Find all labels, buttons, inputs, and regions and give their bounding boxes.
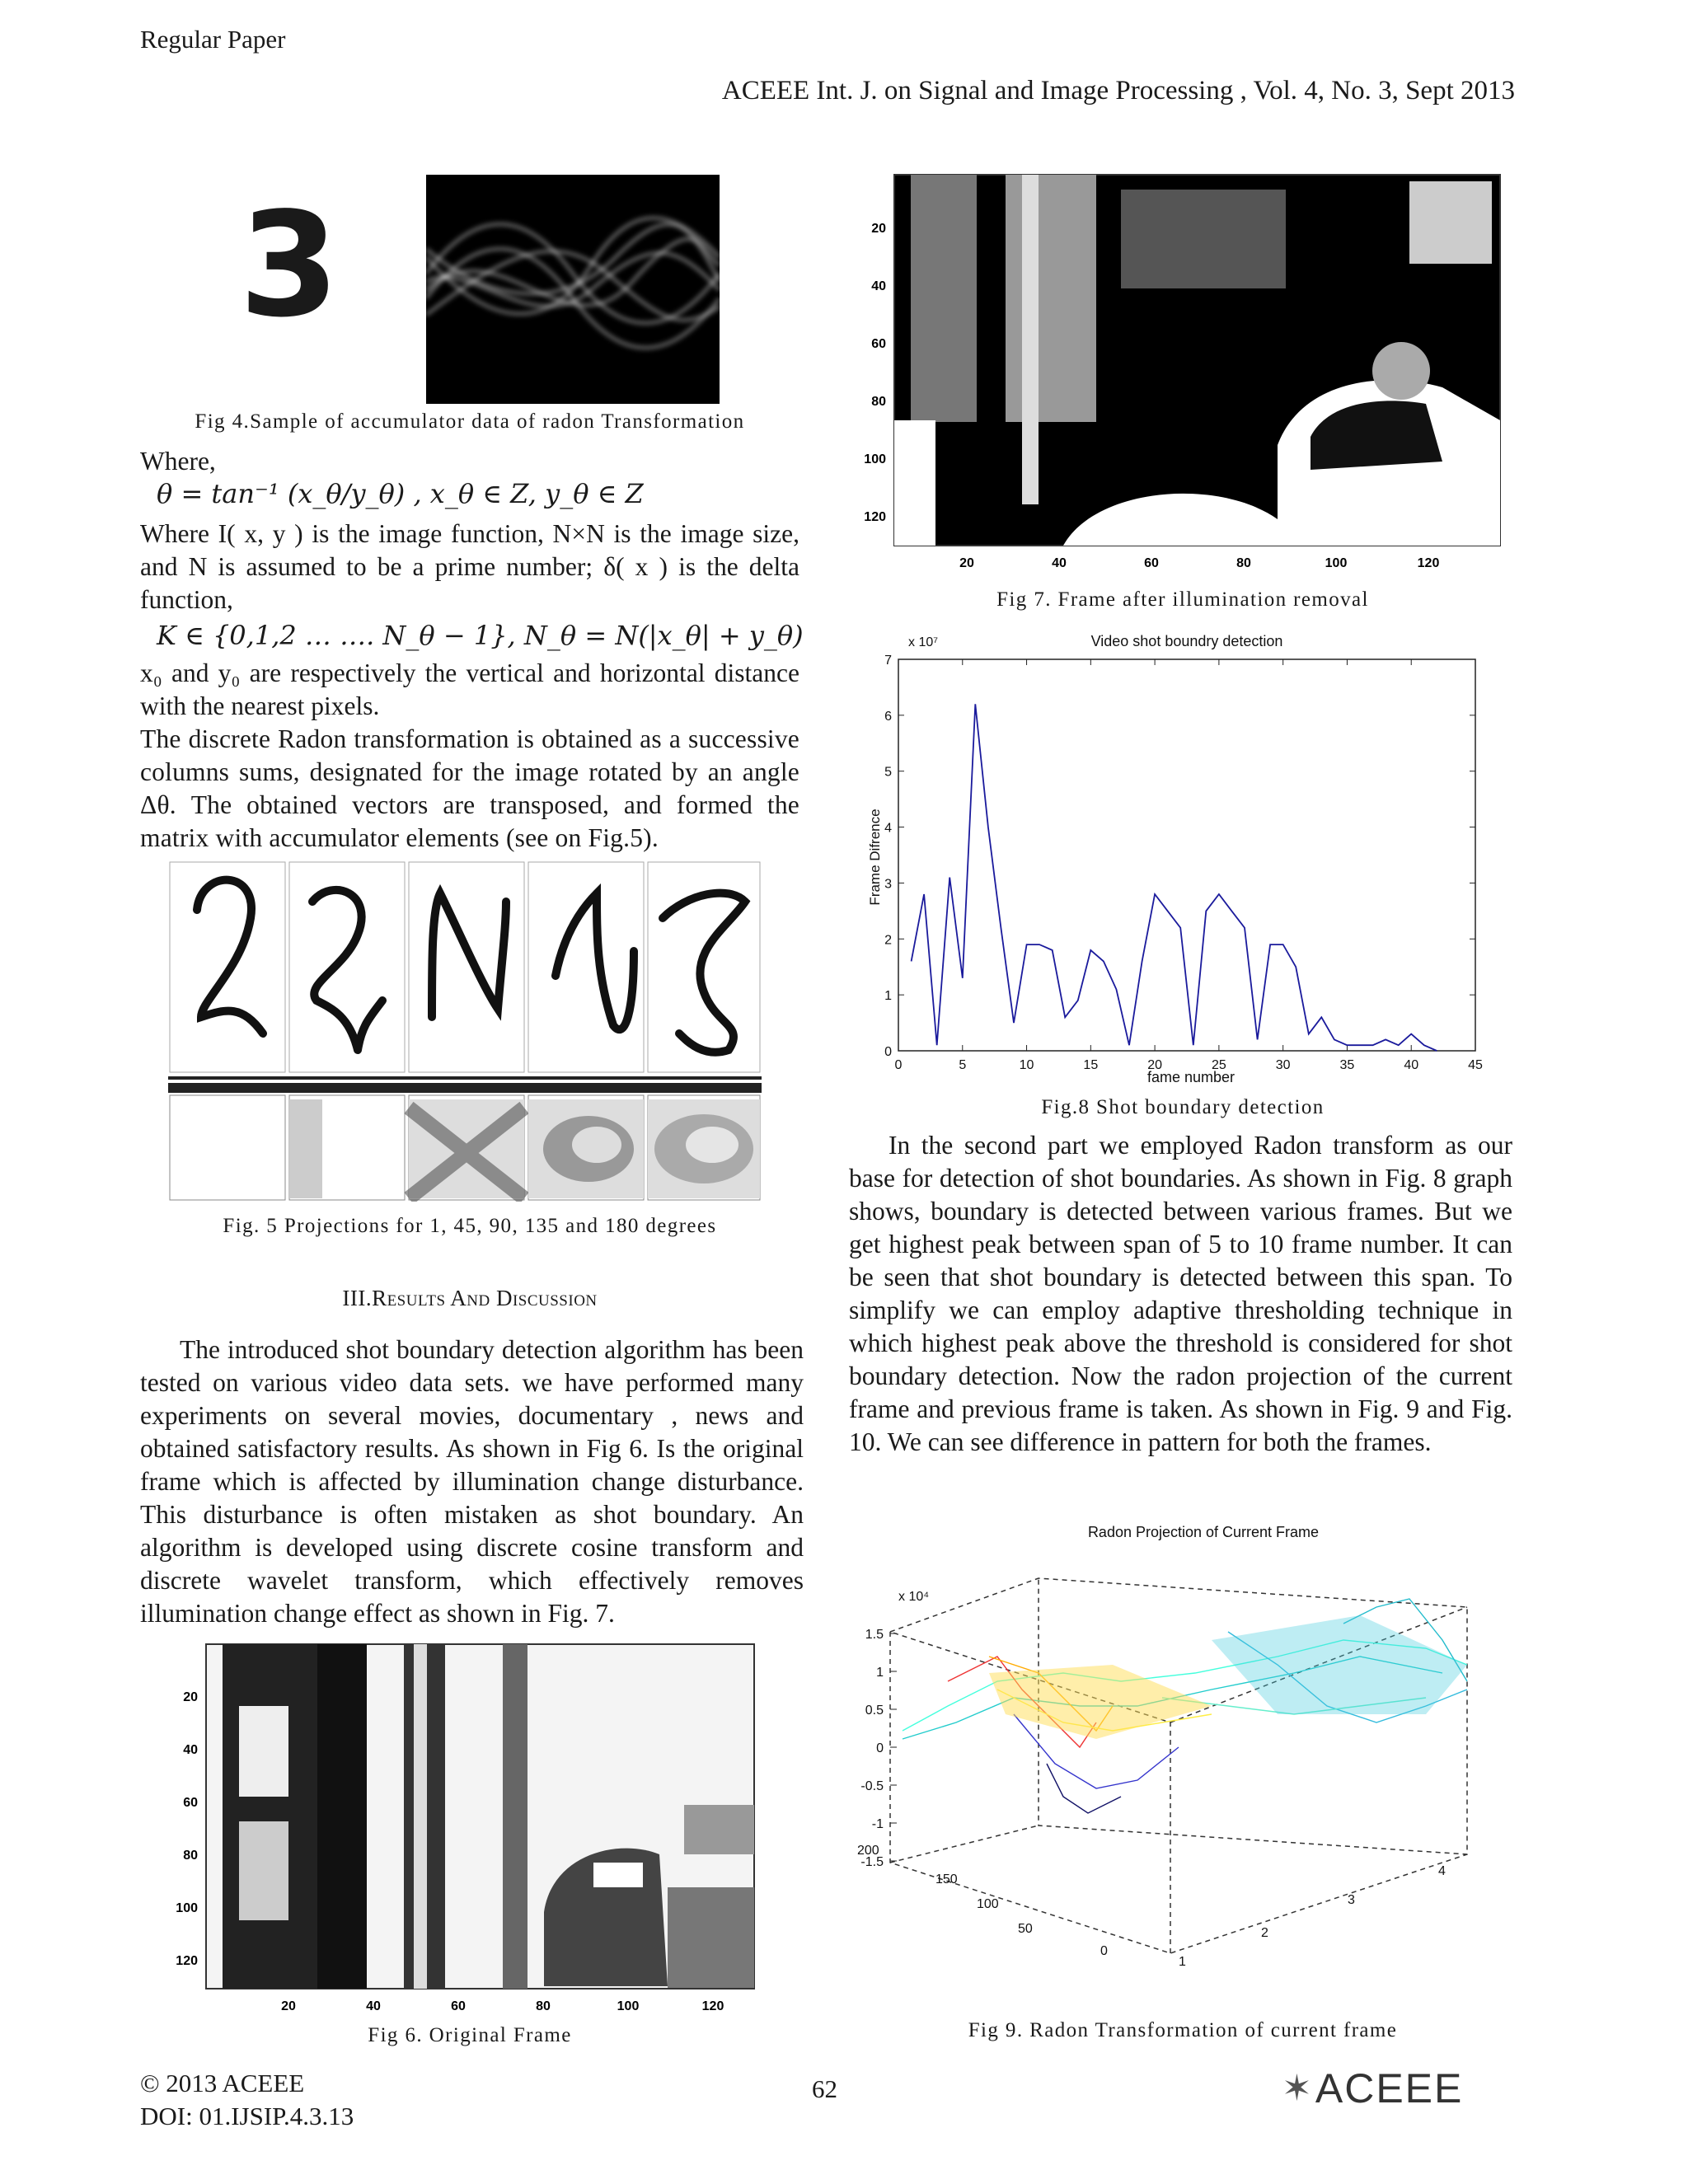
frame-x-tick: 20: [959, 556, 974, 570]
series-line-frame-difference: [912, 704, 1437, 1051]
frame-y-tick: 40: [183, 1743, 198, 1757]
x-tick-label: 4: [1438, 1864, 1446, 1878]
frame-y-tick: 120: [176, 1954, 198, 1968]
frame-x-tick: 120: [1417, 556, 1440, 570]
fig4-caption: Fig 4.Sample of accumulator data of radon Transformation: [195, 410, 745, 433]
fig9-radon-3d-plot: [849, 1516, 1525, 2003]
z-tick-label: -0.5: [860, 1779, 884, 1793]
equation-theta: θ = tan⁻¹ (x_θ/y_θ) , x_θ ∈ Z, y_θ ∈ Z: [157, 478, 644, 509]
section-heading-results: III.Results And Discussion: [342, 1286, 598, 1310]
frame-y-tick: 80: [183, 1849, 198, 1863]
x-tick-label: 3: [1348, 1893, 1355, 1907]
aceee-logo: [1282, 2064, 1463, 2114]
z-tick-label: 1.5: [865, 1628, 884, 1642]
frame-x-tick: 40: [366, 1999, 381, 2013]
x-tick-label: 20: [1147, 1058, 1163, 1072]
x-tick-label: 35: [1339, 1058, 1355, 1072]
y-tick-label: 2: [884, 933, 892, 948]
star-icon: ✶: [1282, 2067, 1312, 2110]
fig9-title: Radon Projection of Current Frame: [1087, 1524, 1320, 1540]
paragraph-image-function: Where I( x, y ) is the image function, N×N is the image size, and N is assumed to be a prime number; δ( x ) is the delta function,: [140, 519, 799, 614]
frame-y-tick: 120: [864, 510, 886, 524]
frame-y-tick: 100: [176, 1901, 198, 1915]
y-tick-label: 7: [884, 654, 892, 668]
x-tick-label: 10: [1019, 1058, 1034, 1072]
fig9-caption: Fig 9. Radon Transformation of current frame: [968, 2019, 1398, 2041]
frame-y-tick: 100: [864, 452, 886, 466]
fig9-exponent: x 10⁴: [898, 1590, 930, 1604]
y-tick-label: 0: [1100, 1944, 1108, 1958]
y-tick-label: 50: [1018, 1922, 1033, 1936]
y-tick-label: 100: [977, 1897, 999, 1911]
frame-x-tick: 120: [701, 1999, 724, 2013]
frame-y-tick: 60: [871, 337, 886, 351]
frame-x-tick: 20: [281, 1999, 296, 2013]
running-header-right: ACEEE Int. J. on Signal and Image Processing , Vol. 4, No. 3, Sept 2013: [721, 76, 1515, 105]
page-number: 62: [812, 2074, 837, 2103]
z-tick-label: -1.5: [860, 1855, 884, 1869]
frame-x-tick: 60: [1144, 556, 1159, 570]
paragraph-second-part: In the second part we employed Radon transform as our base for detection of shot boundaries. As shown in Fig. 8 graph shows, boundary is detected between various frames. But we get highest peak between span of 5 to 10 frame number. It can be seen that shot boundary is detected between this span. To simplify we can employ adaptive thresholding technique in which highest peak above the threshold is considered for shot boundary detection. Now the radon projection of the current frame and previous frame is taken. As shown in Fig. 9 and Fig. 10. We can see difference in pattern for both the frames.: [849, 1131, 1512, 1456]
z-tick-label: -1: [871, 1817, 884, 1831]
paragraph-discrete-radon: The discrete Radon transformation is obtained as a successive columns sums, designated for the image rotated by an angle Δθ. The obtained vectors are transposed, and formed the matrix with accumulator elements (see on Fig.5).: [140, 724, 799, 852]
logo-text: ACEEE: [1315, 2065, 1464, 2111]
x-tick-label: 0: [894, 1058, 903, 1072]
fig8-chart-svg: [857, 626, 1500, 1088]
fig6-original-frame: [157, 1640, 771, 2027]
x-tick-label: 5: [959, 1058, 967, 1072]
x-tick-label: 40: [1404, 1058, 1419, 1072]
y-tick-label: 4: [884, 821, 892, 836]
frame-x-tick: 80: [536, 1999, 551, 2013]
y-tick-label: 0: [884, 1045, 892, 1059]
x-tick-label: 2: [1261, 1926, 1268, 1940]
chart-y-label: Frame Difrence: [867, 808, 883, 906]
fig5-projections-image: [168, 860, 762, 1202]
x-tick-label: 15: [1083, 1058, 1099, 1072]
frame-x-tick: 100: [1325, 556, 1348, 570]
y-tick-label: 6: [884, 709, 892, 724]
y-tick-label: 1: [884, 989, 892, 1004]
x-tick-label: 30: [1275, 1058, 1291, 1072]
y-tick-label: 200: [857, 1844, 879, 1858]
chart-y-exponent: x 10⁷: [908, 635, 939, 649]
equation-k: K ∈ {0,1,2 … …. N_θ − 1}, N_θ = N(|x_θ| + y_θ): [157, 620, 804, 651]
where-label: Where,: [140, 447, 216, 476]
chart-title: Video shot boundry detection: [1090, 633, 1283, 649]
x-tick-label: 25: [1211, 1058, 1226, 1072]
running-header-left: Regular Paper: [140, 25, 286, 54]
frame-x-tick: 80: [1236, 556, 1251, 570]
fig4-digit: 3: [239, 182, 340, 349]
paragraph-distance: x₀ and y₀ are respectively the vertical and horizontal distance with the nearest pixels.: [140, 658, 799, 720]
fig5-caption: Fig. 5 Projections for 1, 45, 90, 135 and 180 degrees: [223, 1215, 717, 1237]
x-tick-label: 45: [1468, 1058, 1483, 1072]
frame-y-tick: 80: [871, 395, 886, 409]
frame-x-tick: 40: [1052, 556, 1067, 570]
frame-y-tick: 20: [871, 222, 886, 236]
frame-y-tick: 20: [183, 1690, 198, 1704]
y-tick-label: 150: [935, 1872, 958, 1886]
fig8-chart: [857, 626, 1500, 1088]
fig4-accumulator-image: [426, 175, 720, 404]
fig6-caption: Fig 6. Original Frame: [368, 2024, 572, 2046]
fig7-caption: Fig 7. Frame after illumination removal: [996, 588, 1369, 611]
paragraph-results: The introduced shot boundary detection algorithm has been tested on various video data sets. we have performed many experiments on several movies, documentary , news and obtained satisfactory results. As shown in Fig 6. Is the original frame which is affected by illumination change disturbance. This disturbance is often mistaken as shot boundary. An algorithm is developed using discrete cosine transform and discrete wavelet transform, which effectively removes illumination change effect as shown in Fig. 7.: [140, 1335, 804, 1628]
frame-y-tick: 40: [871, 279, 886, 293]
chart-x-label: fame number: [1146, 1069, 1236, 1085]
y-tick-label: 5: [884, 765, 892, 780]
footer-doi: DOI: 01.IJSIP.4.3.13: [140, 2102, 354, 2130]
fig7-illumination-removed-frame: [849, 173, 1525, 577]
y-tick-label: 3: [884, 877, 892, 892]
frame-y-tick: 60: [183, 1796, 198, 1810]
z-tick-label: 0.5: [865, 1704, 884, 1718]
x-tick-label: 1: [1179, 1955, 1186, 1969]
z-tick-label: 1: [876, 1666, 884, 1680]
frame-x-tick: 100: [617, 1999, 640, 2013]
fig8-caption: Fig.8 Shot boundary detection: [1041, 1096, 1325, 1118]
z-tick-label: 0: [876, 1741, 884, 1755]
frame-x-tick: 60: [451, 1999, 466, 2013]
footer-copyright: © 2013 ACEEE: [140, 2069, 305, 2097]
